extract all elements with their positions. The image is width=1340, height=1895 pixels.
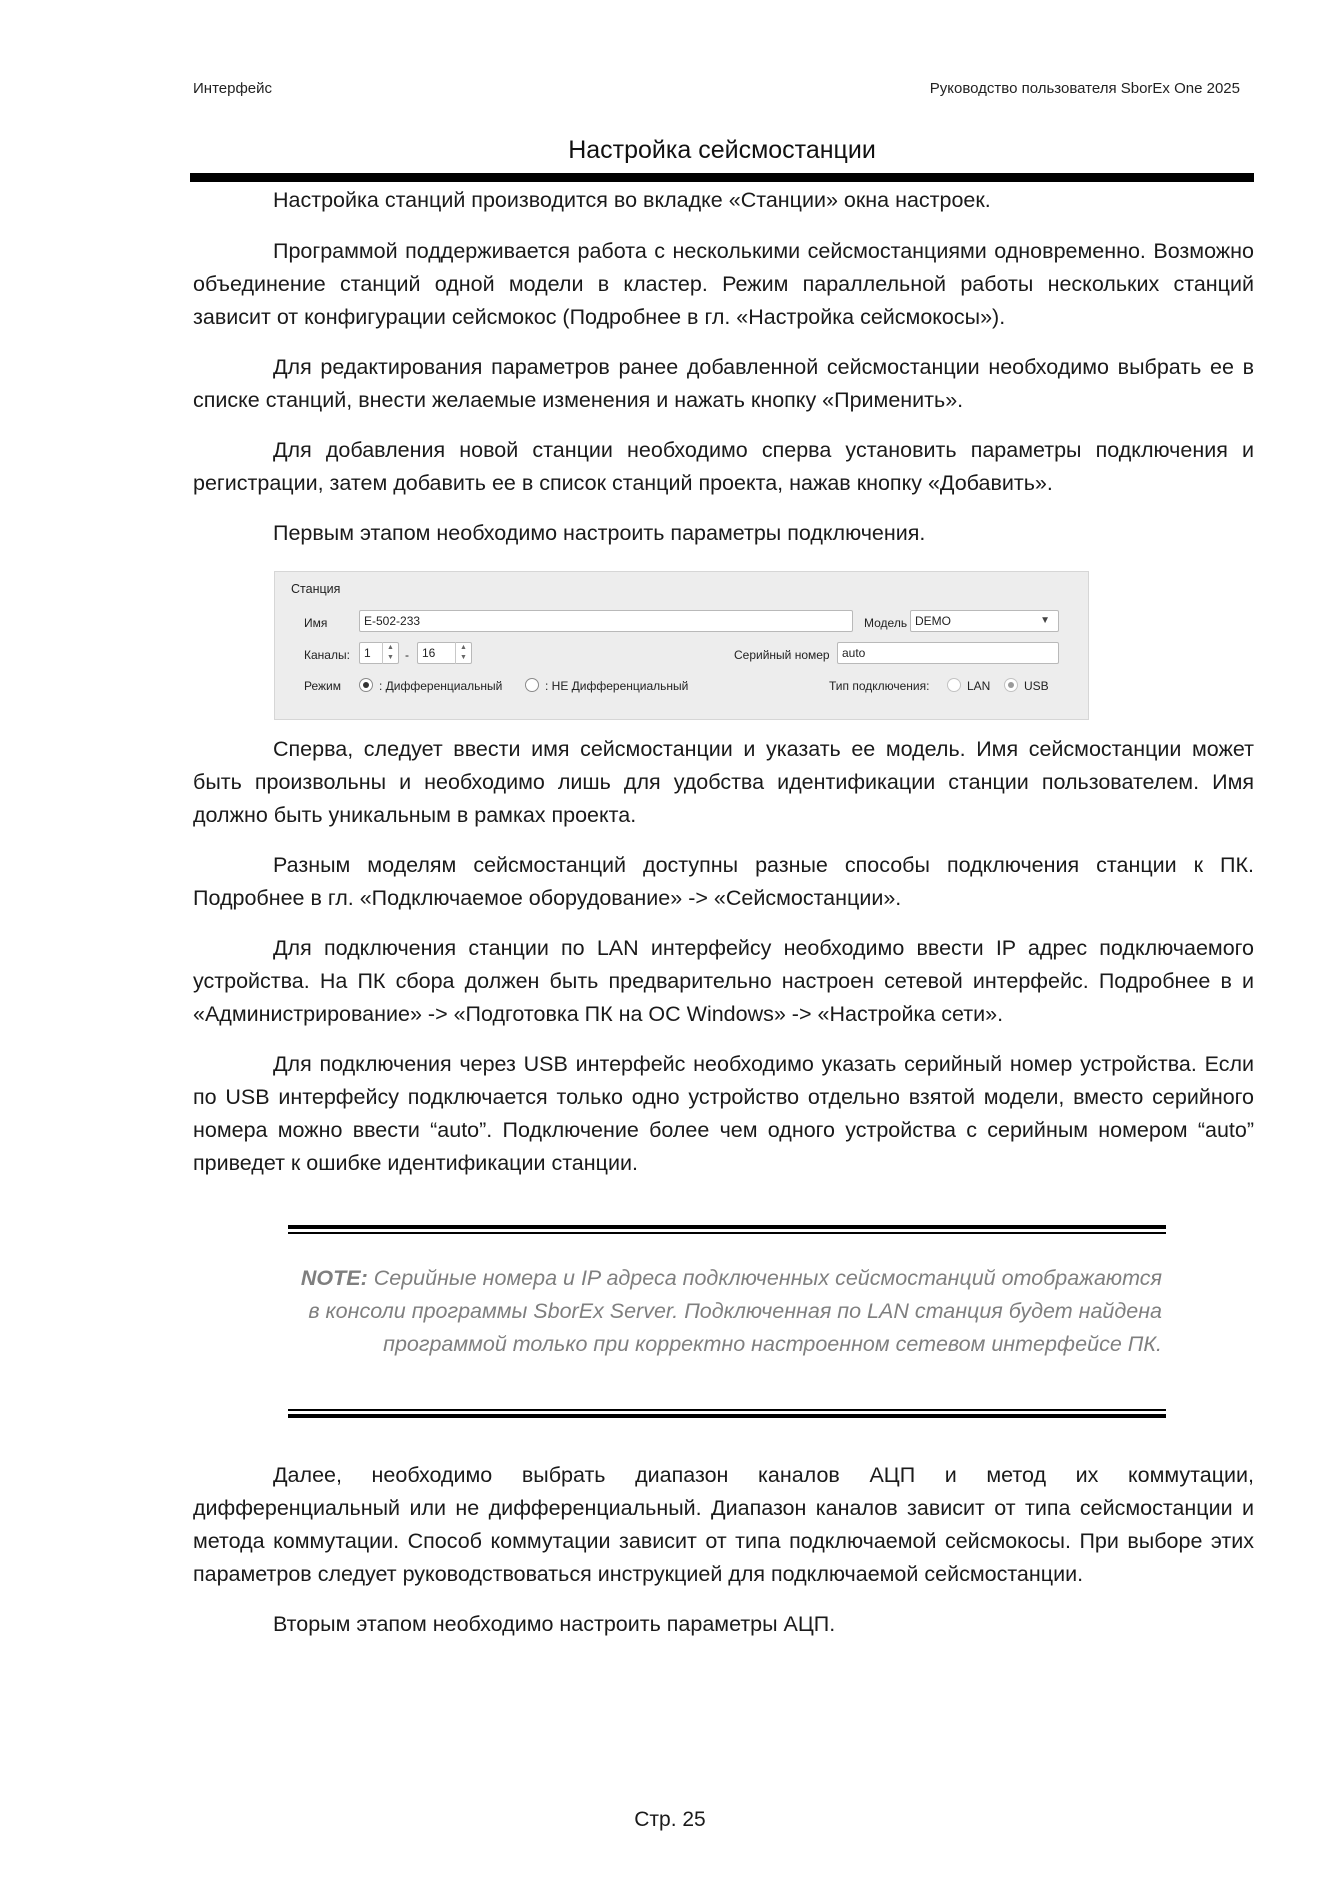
serial-label: Серийный номер bbox=[734, 648, 830, 662]
section-title: Настройка сейсмостанции bbox=[568, 136, 876, 164]
paragraph: Вторым этапом необходимо настроить параметры АЦП. bbox=[273, 1612, 836, 1636]
channel-range-separator: - bbox=[405, 648, 409, 662]
connection-usb-label: USB bbox=[1024, 679, 1049, 693]
note-block bbox=[288, 1262, 1162, 1361]
connection-lan-radio[interactable] bbox=[947, 678, 961, 692]
model-select[interactable] bbox=[910, 610, 1059, 632]
panel-title: Станция bbox=[291, 582, 341, 596]
connection-type-label: Тип подключения: bbox=[829, 679, 930, 693]
channel-from-value: 1 bbox=[364, 646, 371, 660]
paragraph: Для редактирования параметров ранее добавленной сейсмостанции необходимо выбрать ее в списке станций, внести желаемые изменения и нажать кнопку «Применить». bbox=[193, 355, 1254, 412]
spin-arrows-icon[interactable]: ▲ ▼ bbox=[455, 642, 471, 664]
note-bottom-rule-thick bbox=[288, 1414, 1166, 1418]
page-number bbox=[0, 1808, 1340, 1832]
chevron-down-icon: ▼ bbox=[1040, 615, 1050, 626]
connection-usb-radio[interactable] bbox=[1004, 678, 1018, 692]
channels-label: Каналы: bbox=[304, 648, 350, 662]
paragraph: Для подключения станции по LAN интерфейсу необходимо ввести IP адрес подключаемого устройства. На ПК сбора должен быть предварительно настроен сетевой интерфейс. Подробнее в и «Администрирование» -> «Подготовка ПК на ОС Windows» -> «Настройка сети». bbox=[193, 936, 1254, 1026]
note-bottom-rule-thin bbox=[288, 1409, 1166, 1411]
paragraph: Для подключения через USB интерфейс необходимо указать серийный номер устройства. Если по USB интерфейсу подключается только одно устройство отдельно взятой модели, вместо серийного номера можно ввести “auto”. Подключение более чем одного устройства с серийным номером “auto” приведет к ошибке идентификации станции. bbox=[193, 1052, 1254, 1175]
spin-arrows-icon[interactable]: ▲ ▼ bbox=[382, 642, 398, 664]
header-section-label: Интерфейс bbox=[193, 80, 273, 97]
mode-differential-label: : Дифференциальный bbox=[379, 679, 503, 693]
paragraph: Разным моделям сейсмостанций доступны разные способы подключения станции к ПК. Подробнее в гл. «Подключаемое оборудование» -> «Сейсмостанции». bbox=[193, 853, 1254, 910]
title-divider bbox=[190, 173, 1254, 182]
note-top-rule-thick bbox=[288, 1225, 1166, 1229]
page-number-text: Стр. 25 bbox=[634, 1808, 706, 1831]
note-prefix: NOTE: bbox=[300, 1266, 368, 1290]
serial-number-input[interactable]: auto bbox=[837, 642, 1059, 664]
paragraph: Сперва, следует ввести имя сейсмостанции и указать ее модель. Имя сейсмостанции может быть произвольны и необходимо лишь для удобства идентификации станции пользователем. Имя должно быть уникальным в рамках проекта. bbox=[193, 737, 1254, 827]
paragraph: Первым этапом необходимо настроить параметры подключения. bbox=[273, 521, 926, 545]
channel-to-value: 16 bbox=[422, 646, 436, 660]
channel-from-stepper[interactable] bbox=[359, 642, 399, 664]
channel-to-stepper[interactable] bbox=[417, 642, 472, 664]
paragraph: Далее, необходимо выбрать диапазон каналов АЦП и метод их коммутации, дифференциальный или не дифференциальный. Диапазон каналов зависит от типа сейсмостанции и метода коммутации. Способ коммутации зависит от типа подключаемой сейсмокосы. При выборе этих параметров следует руководствоваться инструкцией для подключаемой сейсмостанции. bbox=[193, 1463, 1254, 1586]
name-label: Имя bbox=[304, 616, 328, 630]
paragraph: Настройка станций производится во вкладке «Станции» окна настроек. bbox=[273, 188, 991, 212]
mode-label: Режим bbox=[304, 679, 341, 693]
paragraph: Программой поддерживается работа с несколькими сейсмостанциями одновременно. Возможно объединение станций одной модели в кластер. Режим параллельной работы нескольких станций зависит от конфигурации сейсмокос (Подробнее в гл. «Настройка сейсмокосы»). bbox=[193, 239, 1254, 329]
station-name-input[interactable]: E-502-233 bbox=[359, 610, 853, 632]
paragraph: Для добавления новой станции необходимо сперва установить параметры подключения и регистрации, затем добавить ее в список станций проекта, нажав кнопку «Добавить». bbox=[193, 438, 1254, 495]
mode-differential-radio[interactable] bbox=[359, 678, 373, 692]
model-label: Модель bbox=[864, 616, 908, 630]
mode-nondifferential-label: : НЕ Дифференциальный bbox=[545, 679, 689, 693]
mode-nondifferential-radio[interactable] bbox=[525, 678, 539, 692]
header-document-title: Руководство пользователя SborEx One 2025 bbox=[929, 80, 1240, 97]
connection-lan-label: LAN bbox=[967, 679, 991, 693]
station-settings-panel bbox=[274, 571, 1089, 720]
note-text: Серийные номера и IP адреса подключенных сейсмостанций отображаются в консоли программы SborEx Server. Подключенная по LAN станция будет найдена программой только при корректно настроенном сетевом интерфейсе ПК. bbox=[308, 1266, 1162, 1356]
model-value: DEMO bbox=[915, 614, 951, 628]
note-top-rule-thin bbox=[288, 1232, 1166, 1234]
